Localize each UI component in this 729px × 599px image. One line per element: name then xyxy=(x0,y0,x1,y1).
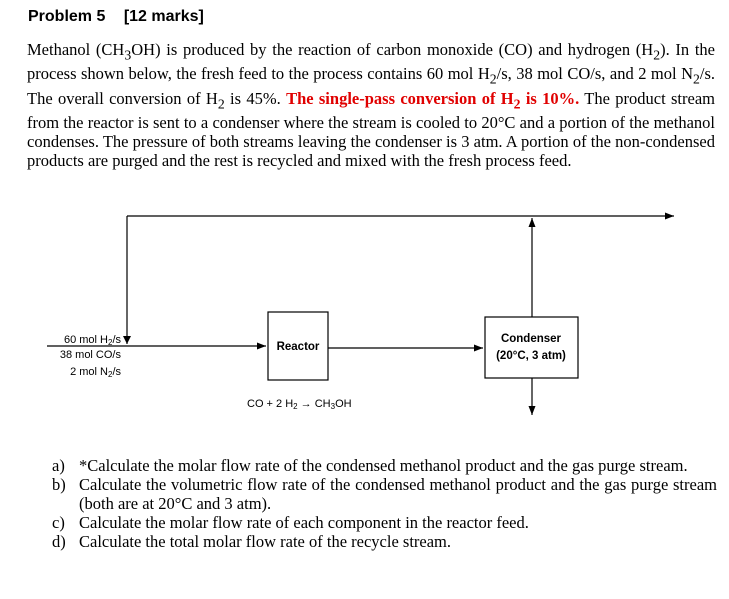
highlight-text: is 10%. xyxy=(520,88,580,108)
intro-text: The product stream from the reactor is sent to a condenser where the stream is cooled to 20°C and a portion of the methanol condenses. The pressure of both streams leaving the condenser is 3 atm. A portion of the non-condensed products are purged and the rest is recycled and mixed with the fresh process feed. xyxy=(27,88,715,170)
intro-text: /s, 38 mol CO/s, and 2 mol N xyxy=(496,64,693,84)
intro-sub: 3 xyxy=(124,47,132,63)
reactor-label: Reactor xyxy=(276,341,320,353)
condenser-conditions: (20°C, 3 atm) xyxy=(496,350,566,362)
intro-sub: 2 xyxy=(653,47,661,63)
problem-number: Problem 5 xyxy=(28,8,106,25)
feed-h2-text: 60 mol H xyxy=(63,334,108,346)
feed-h2-label xyxy=(64,334,122,347)
question-letter: b) xyxy=(52,475,66,494)
reaction-text: CO + 2 H xyxy=(247,398,294,410)
intro-text: /s. The overall conversion of H xyxy=(27,64,716,108)
question-letter: c) xyxy=(52,513,65,532)
question-item xyxy=(52,475,717,513)
intro-text: Methanol (CH xyxy=(27,40,125,59)
feed-h2-text: /s xyxy=(112,334,121,346)
intro-text: is 45%. xyxy=(224,88,287,108)
intro-sub: 2 xyxy=(489,71,497,87)
condenser-label: Condenser xyxy=(500,333,562,345)
feed-n2-text: /s xyxy=(112,366,121,378)
question-item xyxy=(52,532,717,551)
intro-text: OH) is produced by the reaction of carbon monoxide (CO) and hydrogen (H xyxy=(131,40,654,59)
question-list xyxy=(52,456,717,551)
question-text: Calculate the total molar flow rate of the recycle stream. xyxy=(79,532,451,551)
reaction-equation xyxy=(247,398,352,411)
question-text: Calculate the molar flow rate of each component in the reactor feed. xyxy=(79,513,529,532)
feed-h2-sub: 2 xyxy=(107,338,113,347)
reaction-text: → CH xyxy=(297,398,331,410)
reaction-sub: 3 xyxy=(330,402,336,411)
question-item xyxy=(52,456,717,475)
highlight-text: The single-pass conversion of H xyxy=(286,88,514,108)
reaction-sub: 2 xyxy=(293,402,298,411)
question-item xyxy=(52,513,717,532)
feed-n2-label xyxy=(70,366,121,379)
feed-n2-sub: 2 xyxy=(107,370,113,379)
condenser-box xyxy=(485,317,578,378)
problem-marks: [12 marks] xyxy=(123,8,204,25)
mix-point-arrowhead xyxy=(123,336,131,344)
question-letter: a) xyxy=(52,456,65,475)
intro-text: ). In the process shown below, the fresh feed to the process contains 60 mol H xyxy=(27,40,715,84)
question-text: *Calculate the molar flow rate of the condensed methanol product and the gas purge stream. xyxy=(79,456,688,475)
question-letter: d) xyxy=(52,532,66,551)
question-text: Calculate the volumetric flow rate of the condensed methanol product and the gas purge stream (both are at 20°C and 3 atm). xyxy=(79,475,717,513)
feed-co-label: 38 mol CO/s xyxy=(59,349,121,361)
reaction-text: OH xyxy=(335,398,352,410)
intro-sub: 2 xyxy=(693,71,700,87)
intro-sub: 2 xyxy=(217,95,225,111)
feed-n2-text: 2 mol N xyxy=(70,366,108,378)
highlight-sub: 2 xyxy=(513,95,521,111)
